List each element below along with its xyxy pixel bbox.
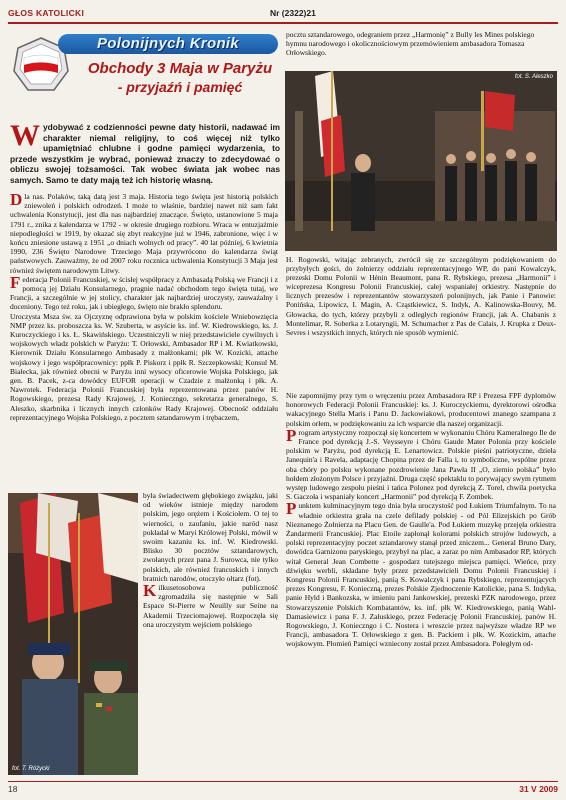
page-header bbox=[8, 6, 558, 20]
lead-dropcap: W bbox=[10, 119, 40, 152]
publication-name: GŁOS KATOLICKI bbox=[8, 8, 85, 18]
dropcap: P bbox=[286, 425, 297, 445]
body-paragraph: Kilkusetosobowa publiczność zgromadziła się następnie w Sali Espace St-Pierre w Neuilly sur Seine na Akademii Trzeciomajowej. Rozpoczęła się ona uroczystym wejściem polskiego bbox=[143, 581, 278, 629]
issue-date: 31 V 2009 bbox=[519, 784, 558, 794]
body-paragraph: Punktem kulminacyjnym tego dnia była uroczystość pod Łukiem Triumfalnym. To na władnie orkiestra grała na czele defilady polskiej - od Pól Elizejskich po Grób Nieznanego Żołnierza na Placu Gen. de Gaulle'a. Pod Łukiem muzykę przejęła orkiestra Żandarmerii Francuskiej. Plac Etoile zapłonął kolorami polskich strojów ludowych, a polski reprezentacyjny poczet sztandarowy stanął przed zniczem... General Bruno Dary, dowódca Garnizonu paryskiego, przybył na plac, a zaraz po nim Ambasador RP, których witał General Jean Combette - gospodarz tutejszego miejsca pamięci. Wieńce, przy dźwięku werbli, składane były przez przedstawicieli Domu Polonii Francuskiej i Kongresu Polonii Francuskiej, panią S. Kowalczyk i pana Rybskiego, reprezentujących prezes Kongresu, F. Konieczną, prezes Polskie Zjednoczenie Katolickie, pana S. Indyka, panie Hyld i Bankozska, w imieniu pani Jankowskiej, prezeski PZK narodowego, przez Stowarzyszenie Polskich Kombatantów, ks. inf. płk W. Kiedrowskiego, panią Wahl-Damasiewicz i pana F. J. Załuskiego, przez Federację Polonii Francuskiej, panów H. Rogowskiego, J. Konieczngo i C. Nostera i wreszcie przez najwyższe władze RP we Francji, ambasadora T. Orłowskiego z gen. B. Packiem i płk. W. Kozickim, attache wojskowym. Płomień Pamięci wzniecony został przez Ambasadora. Połegłym od- bbox=[286, 499, 556, 649]
body-paragraph: Program artystyczny rozpoczął się koncertem w wykonaniu Chóru Kameralnego Ile de France pod dyrekcją J.-S. Veysseyre i Chóru Gaude Mater Polonia przy kościele polskim w Paryżu, pod dyrekcją E. Lenartowicz. Polskie pieśni patriotyczne, dzieła Janequin'a i Ravela, adaptację Chopina przez de Falla i, to symboliczne, wspólne przez oba chóry po polsku wykonane pozdrowienie Jana Pawła II „O, ziemio polska” było hołdem złożonym Polsce i przyjaźni. Druga część spektaklu to porywający swym rytmem występ ludowego zespołu pieśni i tańca Polonez pod dyrekcją Z. Torel, chwila poetycka S. Gaczoła i wspaniały koncert „Harmonii” pod dyrekcją F. Zombek. bbox=[286, 425, 556, 502]
body-column-right-upper: H. Rogowski, witając zebranych, zwrócił się ze szczególnym podziękowaniem do przybyłych gości, do żołnierzy oddziału reprezentacyjnego WP, do pani Kowalczyk, prezeski Domu Polonii w Hénin Beaumont, pana R. Rybskiego, prezesa „Harmonii” i wiceprezesa Kongresu Polonii Francuskiej, całej wspaniałej orkiestry. Następnie do licznych prezesów i reprezentantów stowarzyszeń polonijnych, jak Panie i Panowie: Ponińska, Lipowicz, I. Magin, A. Cząstkiewicz, S. Indyk, A. Kalinowska-Bouvy, M. Głowacka, do tych, którzy przybyli z odległych regionów Francji, jak A. Chabanis z Montelimar, R. Soberka z Lotaryngii, M. Schumacher z Pas de Calais, J. Krupka z Deux-Sevres i wszystkich innych, których nie sposób wymienić. bbox=[286, 255, 556, 337]
photo-ceremony-image bbox=[285, 71, 557, 251]
issue-number: Nr (2322)21 bbox=[270, 8, 316, 18]
photo-flag-bearers-image bbox=[8, 493, 138, 775]
body-paragraph: Nie zapomnijmy przy tym o wręczeniu przez Ambasadora RP i Prezesa FPF dyplomów honorowych Federacji Polonii Francuskiej: ks. J. Kuroczyckiemu, dyrektorowi ośrodka wakacyjnego Stella Maris i Panu D. Jackowiakowi, producentowi znanego szampana z polskim orłem, w podziękowaniu za ich wsparcie dla naszej organizacji. bbox=[286, 391, 556, 428]
article-headline bbox=[80, 60, 280, 96]
page-footer bbox=[8, 784, 558, 796]
page-number: 18 bbox=[8, 784, 18, 794]
footer-rule bbox=[8, 781, 558, 782]
body-paragraph: Federacja Polonii Francuskiej, w ścisłej współpracy z Ambasadą Polską we Francji i z pomocą jej Działu Konsularnego, pragnie nadać obchodom tego święta tutaj, we Francji, a szczególnie w jej stolicy, charakter jak najbardziej uroczysty, zauważalny i doceniony. Tego też roku, jak i ubiegłego, święto nie brakło splendoru. bbox=[10, 272, 278, 312]
photo-ceremony bbox=[285, 71, 557, 251]
body-column-right-intro: pocztu sztandarowego, odegraniem przez „Harmonię” z Bully les Mines polskiego hymnu narodowego i okolicznościowym przemówieniem ambasadora Tomasza Orłowskiego. bbox=[286, 30, 535, 58]
headline-line-2: - przyjaźń i pamięć bbox=[117, 79, 243, 95]
photo-credit: fot. T. Różycki bbox=[12, 766, 50, 772]
article-banner bbox=[8, 26, 280, 116]
body-paragraph: Uroczysta Msza św. za Ojczyznę odprawiona była w polskim kościele Wniebowzięcia NMP przez ks. proboszcza ks. W. Szuberta, w asyście ks. inf. W. Kiedrowskiego, ks. J. Kuroczyckiego i ks. Ł. Skawińskiego. Uczestniczyli w niej przedstawiciele cywilnych i wojskowych władz polskich w Paryżu: T. Orłowski, Ambasador RP i M. Kwiatkowski, Kierownik Działu Konsularnego Ambasady z małżonkami; płk W. Kozicki, attache wojskowy i jego współpracownicy: ppłk P. Piskorz i ppłk R. Szczepkowski; Konsul M. Białecka, jak również obecni w Paryżu inni wysocy oficerowie Wojska Polskiego, jak gen. B. Pacek, z-ca dowódcy EUFOR operacji w Czadzie z małżonką i płk. A. Nawrotek. Federacja Polonii Francuskiej była reprezentowana przez panów H. Rogowskiego, prezesa Rady Krajowej, J. Konieczngo, sekretarza generalnego, S. Aleszko, skarbnika i licznych innych członków Rady Krajowej. Obecność oddziału reprezentacyjnego Wojska Polskiego, z pocztem sztandarowym i trębaczem, bbox=[10, 311, 278, 422]
dropcap: K bbox=[143, 581, 157, 601]
photo-flag-bearers bbox=[8, 493, 138, 775]
article-lead bbox=[10, 119, 280, 186]
header-rule bbox=[8, 22, 558, 24]
photo-credit: fot. S. Aleszko bbox=[514, 74, 553, 80]
dropcap: D bbox=[10, 190, 23, 209]
body-paragraph: Dla nas. Polaków, taką datą jest 3 maja. Historia tego święta jest historią polskich zniewoleń i polskich odrodzeń. I może to właśnie, bardziej nawet niż sam fakt uchwalenia Konstytucji, jest dla nas najbardziej znaczące. Święto, ustanowione 5 maja 1791 r., znika z kalendarza w 1792 - w okresie drugiego rozbioru. Wraca w entuzjaźmie niepodległości w 1919, by okazać się zbyt reakcyjne już w 1946, zabronione, więc i w końcu zniesione ustawą z 1951 „o dniach wolnych od pracy”. 40 lat później, 6 kwietnia 1990, 236 Święto Narodowe Trzeciego Maja przywrócono do kalendarza świąt państwowych. Zauważmy, że od 2007 roku rocznica uchwalenia Konstytucji 3 Maja jest również świętem narodowym Litwy. bbox=[10, 190, 278, 275]
lead-text: ydobywać z codzienności pewne daty historii, nadawać im charakter niemal religijny, to coś więcej niż tylko upamiętniać chlubne i godne pamięci wydarzenia, to przede wszystkim je wybrać, ponieważ znaczy to zdecydować o obliczu swojej tożsamości. Tak wobec świata jak wobec nas samych. Samo te daty mają też ich historię własną. bbox=[10, 122, 280, 185]
body-paragraph: była świadectwem głębokiego związku, jaki od wieków istnieje między narodem polskim, jego orężem i Kościołem. O tej to wierności, o zaufaniu, jakie naród nasz pokładał w Maryi Królowej Polski, mówił w swoim kazaniu ks. inf. W. Kiedrowski. Blisko 30 pocztów sztandarowych, zwołanych przez pana J. Surowca, nie tylko polskich, ale również francuskich i innych bratnich narodów, otoczyło ołtarz (fot). bbox=[143, 491, 278, 583]
dropcap: P bbox=[286, 499, 297, 519]
body-column-right bbox=[286, 391, 556, 649]
section-title: Polonijnych Kronik bbox=[96, 35, 240, 52]
dropcap: F bbox=[10, 272, 21, 292]
body-column-left bbox=[10, 192, 278, 422]
body-column-left-lower bbox=[143, 491, 278, 629]
headline-line-1: Obchody 3 Maja w Paryżu bbox=[87, 60, 273, 77]
